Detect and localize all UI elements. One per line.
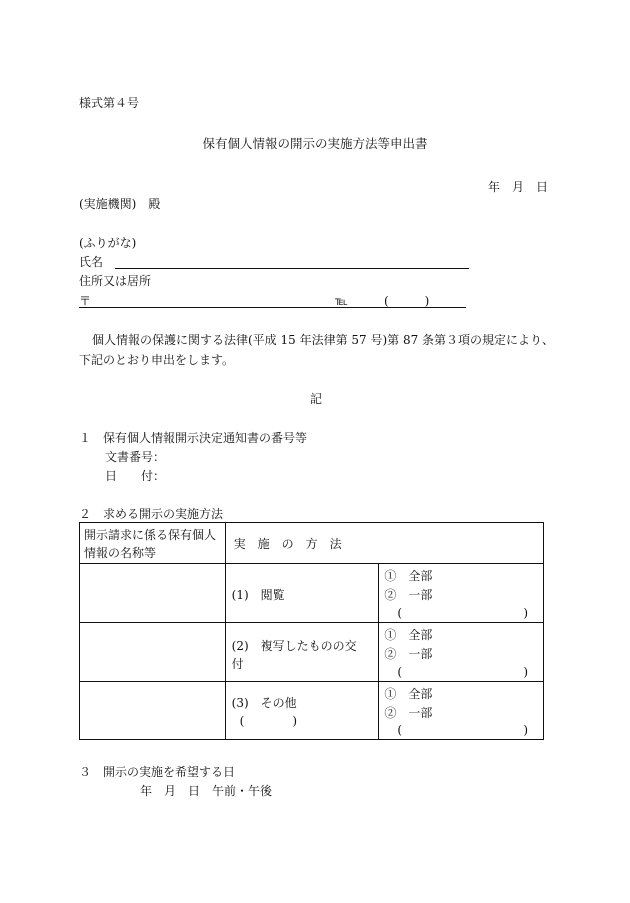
document-title: 保有個人情報の開示の実施方法等申出書 <box>202 136 428 151</box>
row1-name-cell[interactable] <box>80 564 226 623</box>
name-underline <box>115 268 469 269</box>
tel-paren: ( ) <box>384 294 430 308</box>
disclosure-method-table <box>79 522 544 740</box>
postal-mark: 〒 <box>79 294 92 308</box>
address-underline <box>79 307 466 308</box>
body-text-line-2: 下記のとおり申出をします。 <box>79 353 235 367</box>
table-header-row <box>80 523 544 564</box>
furigana-label: (ふりがな) <box>79 236 137 250</box>
row2-options-cell <box>379 623 544 682</box>
desired-date-line: 年 月 日 午前・午後 <box>140 784 273 798</box>
row1-option-partial[interactable]: ② 一部 <box>384 588 433 602</box>
row3-option-partial[interactable]: ② 一部 <box>384 706 433 720</box>
name-label: 氏名 <box>79 255 104 269</box>
header-method-label: 実 施 の 方 法 <box>233 537 342 551</box>
section2-heading: ２ 求める開示の実施方法 <box>79 507 224 521</box>
row3-options-cell <box>379 682 544 740</box>
row3-method-label: (3) その他 <box>231 696 297 710</box>
table-row <box>80 623 544 682</box>
form-number: 様式第４号 <box>79 96 140 110</box>
row3-method-other-paren: ( ) <box>239 714 298 728</box>
row2-paren-open: ( <box>397 665 403 679</box>
row2-name-cell[interactable] <box>80 623 226 682</box>
row1-paren-close: ) <box>523 606 529 620</box>
row2-option-partial[interactable]: ② 一部 <box>384 647 433 661</box>
doc-number-label: 文書番号： <box>105 450 166 464</box>
row1-option-all[interactable]: ① 全部 <box>384 569 433 583</box>
addressee: (実施機関) 殿 <box>79 197 161 211</box>
row3-name-cell[interactable] <box>80 682 226 740</box>
address-label: 住所又は居所 <box>79 274 152 288</box>
section3-heading: ３ 開示の実施を希望する日 <box>79 765 236 779</box>
header-name-line-2: 情報の名称等 <box>84 546 157 560</box>
row3-paren-close: ) <box>523 723 529 737</box>
row2-option-all[interactable]: ① 全部 <box>384 628 433 642</box>
row1-method-cell <box>225 564 379 623</box>
row2-method-cell <box>225 623 379 682</box>
row2-method-label: (2) 複写したものの交 <box>231 639 357 653</box>
body-text-line-1: 個人情報の保護に関する法律(平成 15 年法律第 57 号)第 87 条第３項の規定により、 <box>92 333 555 347</box>
header-cell-name <box>80 523 226 564</box>
row3-method-cell <box>225 682 379 740</box>
row3-paren-open: ( <box>397 723 403 737</box>
date-line: 年 月 日 <box>488 180 549 194</box>
ki-marker: 記 <box>310 392 323 406</box>
table-row <box>80 682 544 740</box>
row1-options-cell <box>379 564 544 623</box>
row3-option-all[interactable]: ① 全部 <box>384 687 433 701</box>
row2-method-label-2: 付 <box>231 657 244 671</box>
row1-paren-open: ( <box>397 606 403 620</box>
table-row <box>80 564 544 623</box>
section1-heading: １ 保有個人情報開示決定通知書の番号等 <box>79 431 308 445</box>
header-name-line-1: 開示請求に係る保有個人 <box>84 528 217 542</box>
row1-method-label: (1) 閲覧 <box>231 588 285 602</box>
row2-paren-close: ) <box>523 665 529 679</box>
tel-label: ℡ <box>335 294 348 308</box>
header-cell-method <box>225 523 543 564</box>
date-label: 日 付： <box>105 469 166 483</box>
